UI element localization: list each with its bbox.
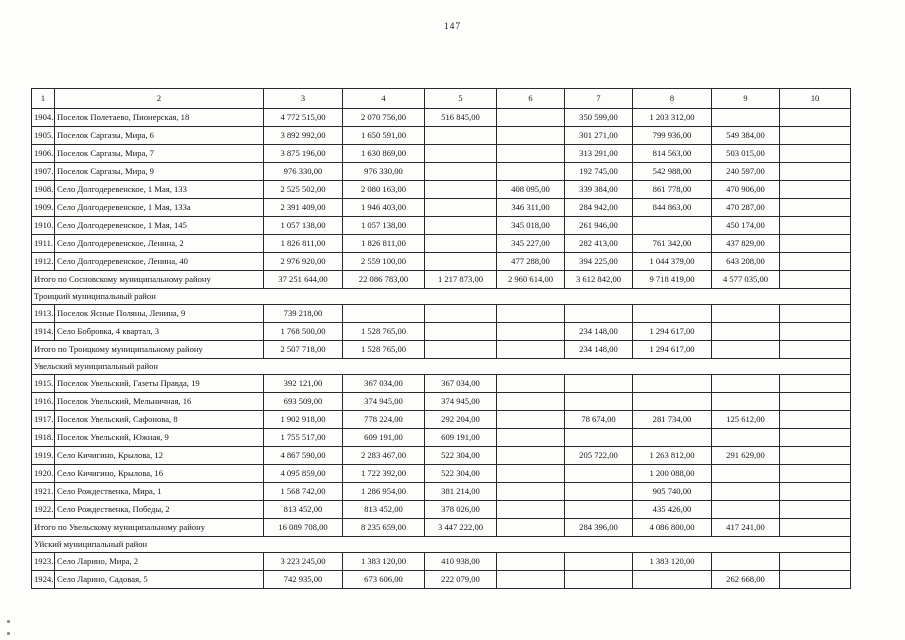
address-cell: Поселок Саргазы, Мира, 9	[55, 163, 264, 181]
value-cell: 1 722 392,00	[343, 465, 425, 483]
total-value-cell: 37 251 644,00	[264, 271, 343, 289]
value-cell	[425, 163, 497, 181]
value-cell: 1 203 312,00	[633, 109, 712, 127]
row-number-cell: 1924.	[32, 571, 55, 589]
value-cell: 609 191,00	[425, 429, 497, 447]
column-header: 3	[264, 89, 343, 109]
address-cell: Поселок Ясные Поляны, Ленина, 9	[55, 305, 264, 323]
value-cell: 549 384,00	[712, 127, 780, 145]
column-header: 2	[55, 89, 264, 109]
district-section-label: Увельский муниципальный район	[32, 359, 851, 375]
value-cell: 1 057 138,00	[264, 217, 343, 235]
value-cell: 313 291,00	[565, 145, 633, 163]
value-cell: 301 271,00	[565, 127, 633, 145]
row-number-cell: 1908.	[32, 181, 55, 199]
value-cell	[780, 411, 851, 429]
value-cell: 976 330,00	[264, 163, 343, 181]
table-row	[32, 323, 851, 341]
total-value-cell	[425, 341, 497, 359]
table-row	[32, 181, 851, 199]
value-cell	[780, 181, 851, 199]
total-value-cell: 1 217 873,00	[425, 271, 497, 289]
value-cell: 813 452,00	[343, 501, 425, 519]
value-cell: 205 722,00	[565, 447, 633, 465]
value-cell: 284 942,00	[565, 199, 633, 217]
address-cell: Село Ларино, Садовая, 5	[55, 571, 264, 589]
address-cell: Село Долгодеревенское, 1 Мая, 133	[55, 181, 264, 199]
value-cell	[780, 217, 851, 235]
address-cell: Поселок Увельский, Мельничная, 16	[55, 393, 264, 411]
district-section-label: Уйский муниципальный район	[32, 537, 851, 553]
value-cell	[633, 375, 712, 393]
value-cell: 1 286 954,00	[343, 483, 425, 501]
address-cell: Село Ларино, Мира, 2	[55, 553, 264, 571]
total-value-cell: 234 148,00	[565, 341, 633, 359]
total-value-cell: 22 086 783,00	[343, 271, 425, 289]
total-value-cell	[780, 341, 851, 359]
value-cell	[780, 553, 851, 571]
value-cell	[497, 127, 565, 145]
district-total-row	[32, 271, 851, 289]
value-cell: 392 121,00	[264, 375, 343, 393]
value-cell	[497, 145, 565, 163]
row-number-cell: 1920.	[32, 465, 55, 483]
settlements-funding-table	[31, 88, 851, 589]
value-cell	[565, 393, 633, 411]
value-cell	[425, 217, 497, 235]
value-cell: 450 174,00	[712, 217, 780, 235]
district-section-row	[32, 537, 851, 553]
value-cell: 1 946 403,00	[343, 199, 425, 217]
value-cell: 503 015,00	[712, 145, 780, 163]
total-value-cell: 2 507 718,00	[264, 341, 343, 359]
value-cell	[565, 429, 633, 447]
value-cell: 437 829,00	[712, 235, 780, 253]
value-cell: 192 745,00	[565, 163, 633, 181]
value-cell	[712, 553, 780, 571]
value-cell: 778 224,00	[343, 411, 425, 429]
value-cell: 1 826 811,00	[343, 235, 425, 253]
value-cell: 1 650 591,00	[343, 127, 425, 145]
value-cell	[565, 571, 633, 589]
column-header: 1	[32, 89, 55, 109]
address-cell: Поселок Саргазы, Мира, 6	[55, 127, 264, 145]
value-cell	[497, 375, 565, 393]
address-cell: Поселок Полетаево, Пионерская, 18	[55, 109, 264, 127]
value-cell: 542 988,00	[633, 163, 712, 181]
value-cell: 609 191,00	[343, 429, 425, 447]
value-cell: 761 342,00	[633, 235, 712, 253]
value-cell: 1 568 742,00	[264, 483, 343, 501]
value-cell	[565, 305, 633, 323]
value-cell: 367 034,00	[343, 375, 425, 393]
row-number-cell: 1919.	[32, 447, 55, 465]
district-section-row	[32, 359, 851, 375]
value-cell	[633, 429, 712, 447]
total-value-cell: 1 294 617,00	[633, 341, 712, 359]
value-cell	[780, 163, 851, 181]
total-value-cell: 2 960 614,00	[497, 271, 565, 289]
value-cell	[425, 127, 497, 145]
value-cell: 693 509,00	[264, 393, 343, 411]
value-cell: 78 674,00	[565, 411, 633, 429]
value-cell: 1 294 617,00	[633, 323, 712, 341]
value-cell	[712, 109, 780, 127]
value-cell: 222 079,00	[425, 571, 497, 589]
value-cell: 799 936,00	[633, 127, 712, 145]
value-cell: 2 976 920,00	[264, 253, 343, 271]
value-cell: 643 208,00	[712, 253, 780, 271]
value-cell	[712, 465, 780, 483]
address-cell: Село Долгодеревенское, Ленина, 40	[55, 253, 264, 271]
address-cell: Поселок Увельский, Газеты Правда, 19	[55, 375, 264, 393]
value-cell: 339 384,00	[565, 181, 633, 199]
column-header: 6	[497, 89, 565, 109]
row-number-cell: 1909.	[32, 199, 55, 217]
district-total-row	[32, 341, 851, 359]
value-cell: 381 214,00	[425, 483, 497, 501]
table-row	[32, 483, 851, 501]
value-cell: 1 826 811,00	[264, 235, 343, 253]
total-value-cell: 417 241,00	[712, 519, 780, 537]
value-cell	[565, 465, 633, 483]
total-value-cell: 1 528 765,00	[343, 341, 425, 359]
value-cell	[712, 429, 780, 447]
address-cell: Поселок Саргазы, Мира, 7	[55, 145, 264, 163]
value-cell	[497, 483, 565, 501]
value-cell	[425, 235, 497, 253]
table-header-row	[32, 89, 851, 109]
value-cell: 3 875 196,00	[264, 145, 343, 163]
row-number-cell: 1917.	[32, 411, 55, 429]
value-cell: 522 304,00	[425, 447, 497, 465]
district-section-row	[32, 289, 851, 305]
value-cell: 1 768 500,00	[264, 323, 343, 341]
value-cell	[780, 483, 851, 501]
value-cell: 1 044 379,00	[633, 253, 712, 271]
value-cell: 516 845,00	[425, 109, 497, 127]
value-cell	[497, 465, 565, 483]
value-cell: 813 452,00	[264, 501, 343, 519]
value-cell: 281 734,00	[633, 411, 712, 429]
column-header: 9	[712, 89, 780, 109]
value-cell: 844 863,00	[633, 199, 712, 217]
value-cell: 470 287,00	[712, 199, 780, 217]
column-header: 5	[425, 89, 497, 109]
value-cell: 2 070 756,00	[343, 109, 425, 127]
value-cell: 1 630 869,00	[343, 145, 425, 163]
value-cell	[425, 145, 497, 163]
row-number-cell: 1910.	[32, 217, 55, 235]
total-value-cell	[780, 271, 851, 289]
row-number-cell: 1906.	[32, 145, 55, 163]
table-row	[32, 393, 851, 411]
value-cell	[497, 411, 565, 429]
value-cell: 350 599,00	[565, 109, 633, 127]
value-cell: 861 778,00	[633, 181, 712, 199]
value-cell: 125 612,00	[712, 411, 780, 429]
value-cell: 2 391 409,00	[264, 199, 343, 217]
value-cell	[425, 199, 497, 217]
value-cell: 367 034,00	[425, 375, 497, 393]
table-row	[32, 235, 851, 253]
value-cell: 291 629,00	[712, 447, 780, 465]
value-cell	[712, 375, 780, 393]
total-value-cell: 4 086 800,00	[633, 519, 712, 537]
total-value-cell: 3 612 842,00	[565, 271, 633, 289]
total-value-cell: 284 396,00	[565, 519, 633, 537]
table-row	[32, 411, 851, 429]
total-value-cell: 9 718 419,00	[633, 271, 712, 289]
address-cell: Село Кичигино, Крылова, 12	[55, 447, 264, 465]
table-row	[32, 501, 851, 519]
value-cell: 2 283 467,00	[343, 447, 425, 465]
value-cell	[497, 323, 565, 341]
value-cell	[780, 429, 851, 447]
value-cell: 1 755 517,00	[264, 429, 343, 447]
value-cell	[565, 501, 633, 519]
address-cell: Село Рождественка, Победы, 2	[55, 501, 264, 519]
value-cell: 1 528 765,00	[343, 323, 425, 341]
value-cell: 374 945,00	[343, 393, 425, 411]
value-cell	[425, 253, 497, 271]
value-cell: 673 606,00	[343, 571, 425, 589]
value-cell: 3 223 245,00	[264, 553, 343, 571]
value-cell: 4 772 515,00	[264, 109, 343, 127]
value-cell	[712, 483, 780, 501]
page-number: 147	[443, 22, 462, 32]
district-section-label: Троицкий муниципальный район	[32, 289, 851, 305]
table-row	[32, 199, 851, 217]
value-cell: 394 225,00	[565, 253, 633, 271]
value-cell	[780, 305, 851, 323]
value-cell	[780, 465, 851, 483]
address-cell: Село Кичигино, Крылова, 16	[55, 465, 264, 483]
value-cell: 292 204,00	[425, 411, 497, 429]
value-cell	[565, 553, 633, 571]
district-total-row	[32, 519, 851, 537]
value-cell	[343, 305, 425, 323]
table-row	[32, 553, 851, 571]
value-cell: 1 383 120,00	[343, 553, 425, 571]
value-cell: 240 597,00	[712, 163, 780, 181]
value-cell	[497, 429, 565, 447]
value-cell	[425, 305, 497, 323]
row-number-cell: 1922.	[32, 501, 55, 519]
column-header: 10	[780, 89, 851, 109]
address-cell: Село Долгодеревенское, Ленина, 2	[55, 235, 264, 253]
value-cell: 2 559 100,00	[343, 253, 425, 271]
value-cell: 4 867 590,00	[264, 447, 343, 465]
value-cell: 1 902 918,00	[264, 411, 343, 429]
value-cell: 408 095,00	[497, 181, 565, 199]
value-cell: 905 740,00	[633, 483, 712, 501]
table-row	[32, 253, 851, 271]
table-row	[32, 447, 851, 465]
value-cell: 814 563,00	[633, 145, 712, 163]
value-cell	[780, 145, 851, 163]
value-cell	[780, 501, 851, 519]
row-number-cell: 1913.	[32, 305, 55, 323]
total-value-cell: 4 577 035,00	[712, 271, 780, 289]
value-cell	[497, 109, 565, 127]
table-row	[32, 429, 851, 447]
total-value-cell	[780, 519, 851, 537]
value-cell: 234 148,00	[565, 323, 633, 341]
value-cell: 2 525 502,00	[264, 181, 343, 199]
column-header: 4	[343, 89, 425, 109]
value-cell	[497, 571, 565, 589]
value-cell: 976 330,00	[343, 163, 425, 181]
table-row	[32, 145, 851, 163]
value-cell	[565, 375, 633, 393]
value-cell	[780, 571, 851, 589]
address-cell: Поселок Увельский, Сафонова, 8	[55, 411, 264, 429]
address-cell: Село Бобровка, 4 квартал, 3	[55, 323, 264, 341]
row-number-cell: 1905.	[32, 127, 55, 145]
row-number-cell: 1907.	[32, 163, 55, 181]
value-cell	[497, 553, 565, 571]
value-cell	[497, 447, 565, 465]
value-cell	[712, 393, 780, 411]
column-header: 8	[633, 89, 712, 109]
row-number-cell: 1915.	[32, 375, 55, 393]
table-row	[32, 217, 851, 235]
address-cell: Село Рождественка, Мира, 1	[55, 483, 264, 501]
table-row	[32, 571, 851, 589]
value-cell: 435 426,00	[633, 501, 712, 519]
value-cell: 2 080 163,00	[343, 181, 425, 199]
table-row	[32, 465, 851, 483]
value-cell: 262 668,00	[712, 571, 780, 589]
value-cell	[780, 447, 851, 465]
row-number-cell: 1912.	[32, 253, 55, 271]
total-value-cell: 3 447 222,00	[425, 519, 497, 537]
value-cell: 522 304,00	[425, 465, 497, 483]
row-number-cell: 1904.	[32, 109, 55, 127]
value-cell	[633, 305, 712, 323]
value-cell	[780, 323, 851, 341]
value-cell	[712, 501, 780, 519]
total-value-cell	[712, 341, 780, 359]
value-cell: 374 945,00	[425, 393, 497, 411]
total-value-cell	[497, 341, 565, 359]
value-cell	[780, 393, 851, 411]
value-cell	[425, 181, 497, 199]
value-cell	[497, 501, 565, 519]
value-cell: 739 218,00	[264, 305, 343, 323]
total-value-cell: 8 235 659,00	[343, 519, 425, 537]
value-cell: 282 413,00	[565, 235, 633, 253]
value-cell: 345 227,00	[497, 235, 565, 253]
row-number-cell: 1921.	[32, 483, 55, 501]
value-cell	[712, 305, 780, 323]
row-number-cell: 1916.	[32, 393, 55, 411]
value-cell	[497, 163, 565, 181]
table-row	[32, 109, 851, 127]
district-total-label: Итого по Увельскому муниципальному району	[32, 519, 264, 537]
table-row	[32, 163, 851, 181]
table-row	[32, 305, 851, 323]
row-number-cell: 1911.	[32, 235, 55, 253]
value-cell	[780, 127, 851, 145]
address-cell: Поселок Увельский, Южная, 9	[55, 429, 264, 447]
value-cell	[780, 199, 851, 217]
value-cell	[565, 483, 633, 501]
value-cell	[497, 393, 565, 411]
row-number-cell: 1914.	[32, 323, 55, 341]
value-cell: 345 018,00	[497, 217, 565, 235]
total-value-cell	[497, 519, 565, 537]
address-cell: Село Долгодеревенское, 1 Мая, 133а	[55, 199, 264, 217]
row-number-cell: 1918.	[32, 429, 55, 447]
value-cell: 1 383 120,00	[633, 553, 712, 571]
value-cell	[780, 235, 851, 253]
value-cell: 261 946,00	[565, 217, 633, 235]
value-cell	[780, 253, 851, 271]
value-cell: 410 938,00	[425, 553, 497, 571]
value-cell: 1 200 088,00	[633, 465, 712, 483]
value-cell	[780, 375, 851, 393]
value-cell: 742 935,00	[264, 571, 343, 589]
value-cell: 470 906,00	[712, 181, 780, 199]
value-cell	[633, 217, 712, 235]
address-cell: Село Долгодеревенское, 1 Мая, 145	[55, 217, 264, 235]
table-row	[32, 127, 851, 145]
table-row	[32, 375, 851, 393]
value-cell	[497, 305, 565, 323]
row-number-cell: 1923.	[32, 553, 55, 571]
district-total-label: Итого по Троицкому муниципальному району	[32, 341, 264, 359]
value-cell: 3 892 992,00	[264, 127, 343, 145]
column-header: 7	[565, 89, 633, 109]
value-cell: 477 288,00	[497, 253, 565, 271]
value-cell	[425, 323, 497, 341]
total-value-cell: 16 089 708,00	[264, 519, 343, 537]
value-cell: 346 311,00	[497, 199, 565, 217]
value-cell: 378 026,00	[425, 501, 497, 519]
value-cell: 1 263 812,00	[633, 447, 712, 465]
district-total-label: Итого по Сосновскому муниципальному району	[32, 271, 264, 289]
value-cell	[633, 571, 712, 589]
value-cell: 4 095 859,00	[264, 465, 343, 483]
value-cell	[633, 393, 712, 411]
value-cell	[712, 323, 780, 341]
value-cell: 1 057 138,00	[343, 217, 425, 235]
value-cell	[780, 109, 851, 127]
